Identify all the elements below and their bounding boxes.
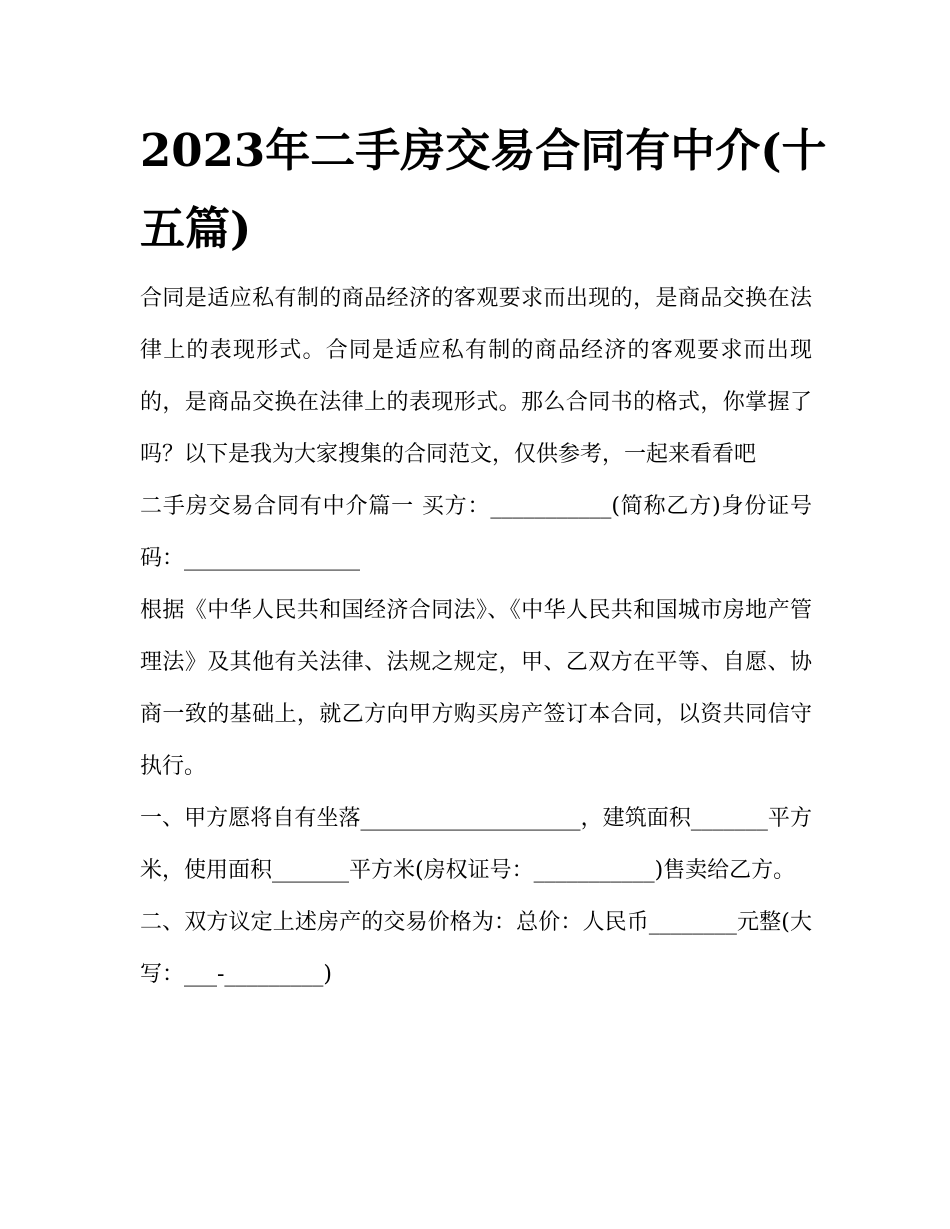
buyer-info-paragraph: 二手房交易合同有中介篇一 买方：___________(简称乙方)身份证号码：________________ [140,494,812,571]
intro-paragraph: 合同是适应私有制的商品经济的客观要求而出现的，是商品交换在法律上的表现形式。合同是适应私有制的商品经济的客观要求而出现的，是商品交换在法律上的表现形式。那么合同书的格式，你掌握了吗？以下是我为大家搜集的合同范文，仅供参考，一起来看看吧 [140,286,812,467]
legal-basis-paragraph: 根据《中华人民共和国经济合同法》、《中华人民共和国城市房地产管理法》及其他有关法律、法规之规定，甲、乙双方在平等、自愿、协商一致的基础上，就乙方向甲方购买房产签订本合同，以资共同信守执行。 [140,598,812,779]
clause-two-paragraph: 二、双方议定上述房产的交易价格为：总价：人民币________元整(大写：___-_________) [140,910,812,987]
clause-one-paragraph: 一、甲方愿将自有坐落____________________，建筑面积_______平方米，使用面积_______平方米(房权证号：___________)售卖给乙方。 [140,806,812,883]
document-title: 2023年二手房交易合同有中介(十五篇) [140,124,827,255]
document-body [140,273,812,1001]
